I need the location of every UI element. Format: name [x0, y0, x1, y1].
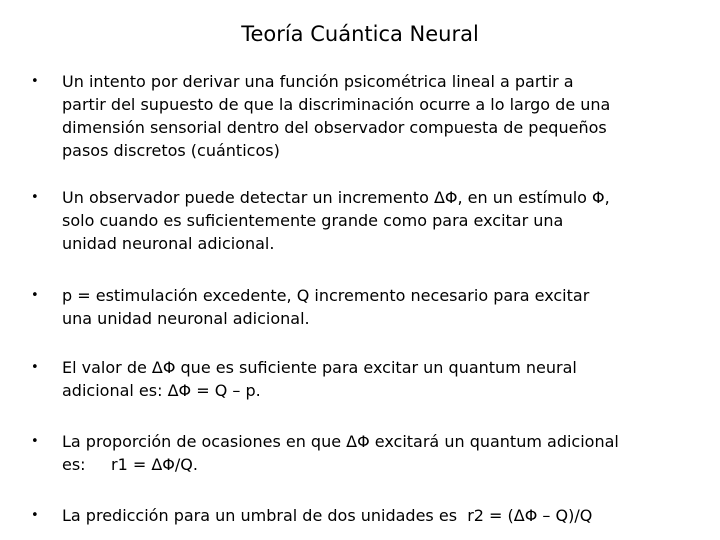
- bullet-line: dimensión sensorial dentro del observador compuesta de pequeños: [62, 118, 607, 137]
- bullet-dot: •: [31, 508, 39, 523]
- bullet-text: [62, 430, 702, 476]
- bullet-line: solo cuando es suficientemente grande como para excitar una: [62, 211, 564, 230]
- slide-title: Teoría Cuántica Neural: [241, 22, 479, 46]
- bullet-text: [62, 284, 702, 330]
- bullet-dot: •: [31, 360, 39, 375]
- bullet-line: La predicción para un umbral de dos unidades es r2 = (ΔΦ – Q)/Q: [62, 506, 593, 525]
- bullet-line: pasos discretos (cuánticos): [62, 141, 280, 160]
- bullet-line: partir del supuesto de que la discriminación ocurre a lo largo de una: [62, 95, 611, 114]
- bullet-text: [62, 356, 702, 402]
- bullet-line: El valor de ΔΦ que es suficiente para excitar un quantum neural: [62, 358, 577, 377]
- bullet-text: [62, 70, 702, 162]
- bullet-line: una unidad neuronal adicional.: [62, 309, 310, 328]
- bullet-line: es: r1 = ΔΦ/Q.: [62, 455, 198, 474]
- bullet-line: La proporción de ocasiones en que ΔΦ excitará un quantum adicional: [62, 432, 619, 451]
- bullet-line: adicional es: ΔΦ = Q – p.: [62, 381, 261, 400]
- bullet-text: [62, 186, 702, 255]
- bullet-line: Un observador puede detectar un incremento ΔΦ, en un estímulo Φ,: [62, 188, 610, 207]
- bullet-line: unidad neuronal adicional.: [62, 234, 275, 253]
- bullet-line: Un intento por derivar una función psicométrica lineal a partir a: [62, 72, 574, 91]
- bullet-dot: •: [31, 190, 39, 205]
- bullet-dot: •: [31, 288, 39, 303]
- bullet-line: p = estimulación excedente, Q incremento necesario para excitar: [62, 286, 590, 305]
- bullet-text: [62, 504, 702, 527]
- bullet-dot: •: [31, 434, 39, 449]
- bullet-dot: •: [31, 74, 39, 89]
